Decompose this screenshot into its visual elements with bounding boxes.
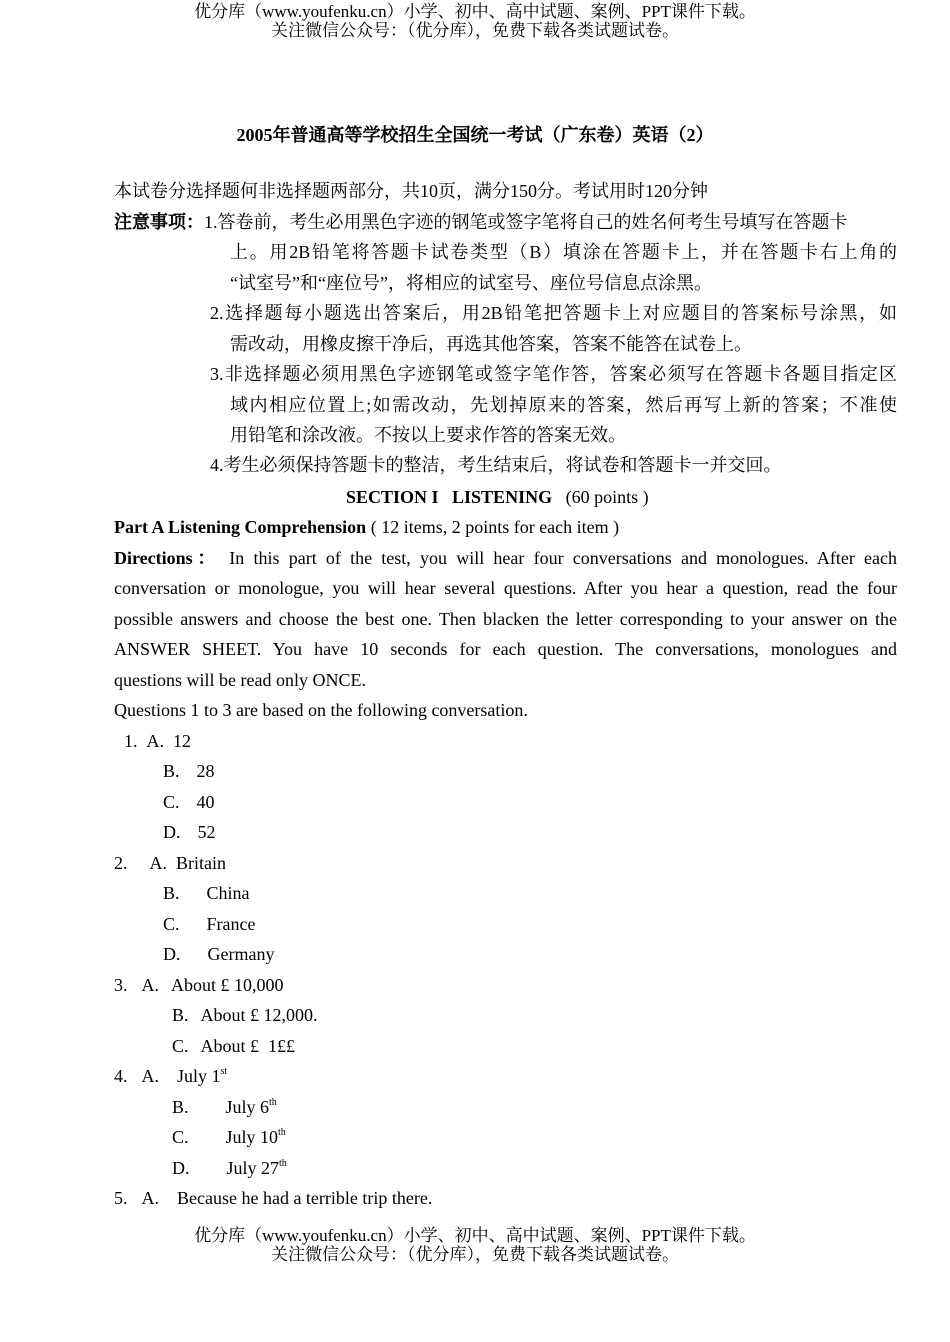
option-text: China — [206, 883, 250, 903]
option-letter: D. — [163, 944, 181, 964]
option-text: About £ 10,000 — [171, 975, 284, 995]
option-letter: B. — [163, 883, 180, 903]
directions-text-1: In this part of the test, you will hear four conversations and monologues. After each — [229, 548, 898, 568]
exam-intro: 本试卷分选择题何非选择题两部分，共10页，满分150分。考试用时120分钟 — [114, 181, 708, 201]
directions-line-3: possible answers and choose the best one. Then blacken the letter corresponding to your answer on the — [114, 609, 897, 629]
option-letter: A. — [146, 731, 164, 751]
question-4-option-d — [172, 1157, 287, 1179]
ordinal-suffix: th — [279, 1158, 287, 1169]
option-letter: A. — [141, 1066, 159, 1086]
question-4-option-c — [172, 1126, 286, 1148]
option-text: Germany — [207, 944, 275, 964]
page-header-line-1: 优分库（www.youfenku.cn）小学、初中、高中试题、案例、PPT课件下载。 — [194, 2, 756, 21]
note-3-line-2: 域内相应位置上;如需改动，先划掉原来的答案，然后再写上新的答案；不准使 — [230, 395, 897, 415]
question-5-option-a — [114, 1187, 432, 1209]
question-number: 3. — [114, 975, 128, 995]
question-3-option-a — [114, 974, 284, 996]
option-text: About £ 1££ — [200, 1036, 296, 1056]
option-letter: B. — [172, 1097, 189, 1117]
option-text: Britain — [176, 853, 226, 873]
option-text: July 10 — [225, 1127, 279, 1147]
note-1-line-1 — [114, 211, 897, 233]
page-footer-line-2: 关注微信公众号：（优分库），免费下载各类试题试卷。 — [271, 1245, 679, 1264]
page-footer-line-1: 优分库（www.youfenku.cn）小学、初中、高中试题、案例、PPT课件下载。 — [194, 1226, 756, 1245]
question-2-option-a — [114, 852, 226, 874]
note-2-line-1: 2.选择题每小题选出答案后，用2B铅笔把答题卡上对应题目的答案标号涂黑，如 — [210, 303, 897, 323]
question-1-option-a — [124, 730, 191, 752]
ordinal-suffix: th — [278, 1127, 286, 1138]
option-text: Because he had a terrible trip there. — [177, 1188, 433, 1208]
section-heading — [346, 486, 649, 508]
directions-line-4: ANSWER SHEET. You have 10 seconds for each question. The conversations, monologues and — [114, 639, 897, 659]
option-letter: A. — [141, 1188, 159, 1208]
question-2-option-b — [163, 882, 250, 904]
option-text: July 6 — [225, 1097, 270, 1117]
question-number: 5. — [114, 1188, 128, 1208]
option-text: About £ 12,000. — [200, 1005, 318, 1025]
directions-label: Directions： — [114, 548, 221, 568]
note-1-line-3: “试室号”和“座位号”，将相应的试室号、座位号信息点涂黑。 — [230, 273, 712, 293]
notes-label: 注意事项： — [114, 212, 204, 232]
option-text: 52 — [197, 822, 216, 842]
option-letter: C. — [172, 1127, 189, 1147]
option-letter: C. — [163, 792, 180, 812]
note-3-line-1: 3.非选择题必须用黑色字迹钢笔或签字笔作答，答案必须写在答题卡各题目指定区 — [210, 364, 897, 384]
part-a-heading — [114, 516, 619, 538]
option-letter: D. — [172, 1158, 190, 1178]
question-1-option-b — [163, 760, 215, 782]
question-1-option-c — [163, 791, 215, 813]
part-a-title: Part A Listening Comprehension — [114, 517, 367, 537]
section-title: SECTION I LISTENING — [346, 487, 553, 507]
option-letter: D. — [163, 822, 181, 842]
option-letter: A. — [141, 975, 159, 995]
question-4-option-b — [172, 1096, 277, 1118]
part-a-detail: ( 12 items, 2 points for each item ) — [370, 517, 620, 537]
question-2-option-d — [163, 943, 274, 965]
question-number: 1. — [124, 731, 138, 751]
option-letter: B. — [163, 761, 180, 781]
question-4-option-a — [114, 1065, 227, 1087]
option-text: July 1 — [177, 1066, 221, 1086]
option-letter: A. — [149, 853, 167, 873]
option-text: 40 — [196, 792, 215, 812]
option-letter: C. — [172, 1036, 189, 1056]
directions-line-5: questions will be read only ONCE. — [114, 670, 366, 690]
option-text: July 27 — [226, 1158, 280, 1178]
directions-line-2: conversation or monologue, you will hear several questions. After you hear a question, read the four — [114, 578, 897, 598]
question-3-option-c — [172, 1035, 295, 1057]
option-letter: B. — [172, 1005, 189, 1025]
section-points: (60 points ) — [565, 487, 649, 507]
question-number: 2. — [114, 853, 128, 873]
note-3-line-3: 用铅笔和涂改液。不按以上要求作答的答案无效。 — [230, 425, 626, 445]
note-4-line-1: 4.考生必须保持答题卡的整洁，考生结束后，将试卷和答题卡一并交回。 — [210, 455, 782, 475]
question-number: 4. — [114, 1066, 128, 1086]
questions-intro: Questions 1 to 3 are based on the following conversation. — [114, 700, 528, 720]
exam-title: 2005年普通高等学校招生全国统一考试（广东卷）英语（2） — [236, 125, 714, 145]
option-text: 12 — [173, 731, 191, 751]
directions-line-1 — [114, 547, 897, 569]
option-text: France — [206, 914, 256, 934]
question-3-option-b — [172, 1004, 318, 1026]
note-2-line-2: 需改动，用橡皮擦干净后，再选其他答案，答案不能答在试卷上。 — [230, 334, 752, 354]
ordinal-suffix: st — [220, 1066, 228, 1077]
note-1-line-2: 上。用2B铅笔将答题卡试卷类型（B）填涂在答题卡上，并在答题卡右上角的 — [230, 242, 897, 262]
question-1-option-d — [163, 821, 216, 843]
option-letter: C. — [163, 914, 180, 934]
page-header-line-2: 关注微信公众号：（优分库），免费下载各类试题试卷。 — [271, 21, 679, 40]
note-1-text: 1.答卷前，考生必用黑色字迹的钢笔或签字笔将自己的姓名何考生号填写在答题卡 — [204, 212, 848, 232]
ordinal-suffix: th — [269, 1097, 277, 1108]
option-text: 28 — [196, 761, 215, 781]
question-2-option-c — [163, 913, 256, 935]
